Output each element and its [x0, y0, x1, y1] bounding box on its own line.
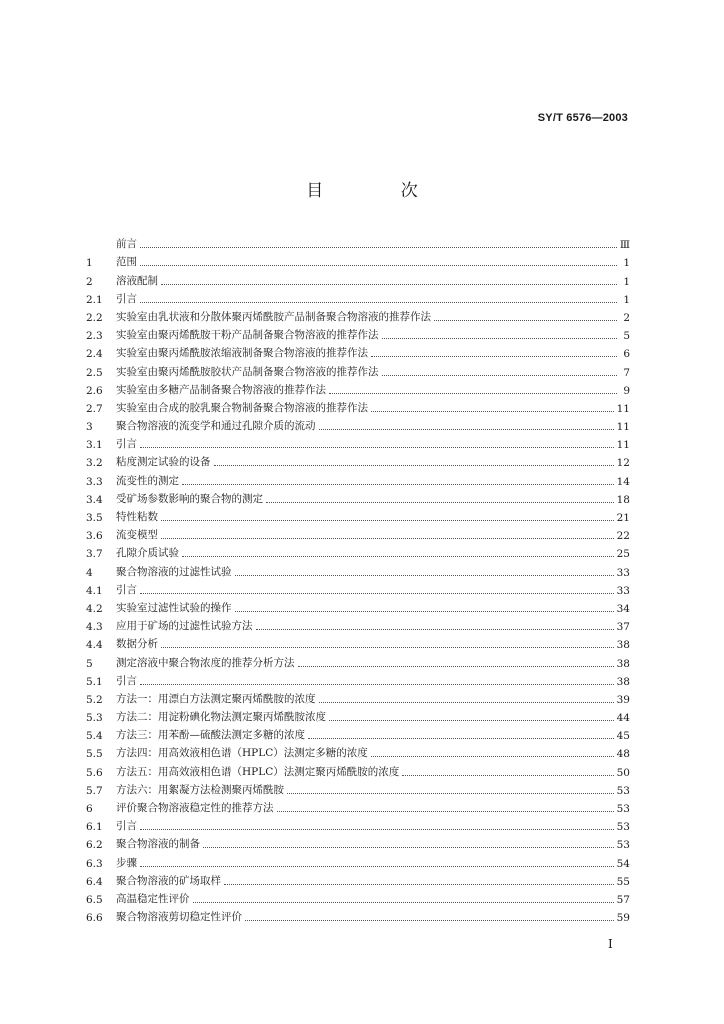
toc-entry-page: 11	[616, 421, 630, 434]
toc-entry-title: 实验室过滤性试验的操作	[116, 601, 232, 614]
toc-entry-page: 18	[616, 493, 630, 506]
toc-entry-number: 2.3	[86, 330, 103, 343]
toc-leader-dots	[308, 737, 614, 739]
toc-entry-title: 步骤	[116, 856, 137, 869]
toc-entry-page: 33	[616, 566, 630, 579]
toc-leader-dots	[256, 628, 614, 630]
toc-entry-page: 5	[623, 330, 630, 343]
toc-leader-dots	[161, 646, 614, 648]
toc-entry[interactable]	[86, 906, 630, 924]
toc-entry-title: 范围	[116, 256, 137, 269]
toc-entry-number: 2.4	[86, 348, 103, 361]
toc-entry-number: 4	[86, 566, 93, 579]
toc-entry-page: 12	[616, 457, 630, 470]
toc-entry-page: 6	[623, 348, 630, 361]
toc-entry[interactable]	[86, 779, 630, 797]
toc-entry-title: 特性粘数	[116, 511, 158, 523]
toc-leader-dots	[382, 337, 618, 339]
table-of-contents	[86, 233, 630, 924]
toc-leader-dots	[161, 283, 617, 285]
toc-entry-number: 2	[86, 275, 93, 288]
toc-entry-number: 2.2	[86, 311, 103, 324]
toc-entry-title: 评价聚合物溶液稳定性的推荐方法	[116, 802, 274, 814]
toc-entry-number: 2.1	[86, 293, 103, 306]
toc-entry-page: 53	[616, 839, 630, 852]
page-title: 目 次	[306, 181, 454, 201]
toc-entry-title: 数据分析	[116, 638, 158, 651]
toc-entry[interactable]	[86, 833, 630, 851]
toc-entry-number: 5.7	[86, 784, 103, 797]
toc-entry[interactable]	[86, 560, 630, 578]
toc-leader-dots	[277, 810, 614, 812]
toc-entry-number: 6	[86, 803, 93, 815]
toc-entry[interactable]	[86, 324, 630, 342]
toc-entry-number: 3.7	[86, 548, 103, 561]
toc-entry[interactable]	[86, 760, 630, 778]
toc-entry-title: 实验室由多糖产品制备聚合物溶液的推荐作法	[116, 383, 326, 396]
toc-entry-title: 实验室由聚丙烯酰胺干粉产品制备聚合物溶液的推荐作法	[116, 329, 379, 342]
toc-entry-title: 高温稳定性评价	[116, 892, 190, 905]
toc-entry-page: 25	[616, 548, 630, 561]
toc-entry-title: 实验室由聚丙烯酰胺胶状产品制备聚合物溶液的推荐作法	[116, 365, 379, 378]
toc-entry-number: 4.4	[86, 639, 103, 652]
toc-entry-page: 33	[616, 584, 630, 597]
toc-entry-title: 聚合物溶液剪切稳定性评价	[116, 911, 242, 924]
toc-entry-number: 5.6	[86, 766, 103, 779]
toc-entry-number: 6.1	[86, 821, 103, 834]
toc-entry[interactable]	[86, 288, 630, 306]
toc-entry[interactable]	[86, 579, 630, 597]
toc-entry-title: 实验室由合成的胶乳聚合物制备聚合物溶液的推荐作法	[116, 401, 368, 414]
toc-entry-title: 方法四：用高效液相色谱（HPLC）法测定多糖的浓度	[116, 747, 368, 760]
toc-entry-page: 59	[616, 912, 630, 925]
toc-entry-number: 6.4	[86, 875, 103, 888]
toc-entry-number: 4.1	[86, 584, 103, 597]
toc-leader-dots	[140, 683, 614, 685]
toc-entry-number: 6.5	[86, 893, 103, 906]
toc-leader-dots	[319, 428, 614, 430]
toc-entry-page: 39	[616, 693, 630, 706]
standard-code: SY/T 6576—2003	[537, 112, 628, 124]
toc-entry-title: 流变模型	[116, 529, 158, 542]
toc-entry-page: 57	[616, 893, 630, 906]
toc-entry-title: 引言	[116, 820, 137, 833]
toc-entry[interactable]	[86, 815, 630, 833]
toc-entry-page: 55	[616, 875, 630, 888]
toc-entry-title: 方法三：用苯酚—硫酸法测定多糖的浓度	[116, 729, 305, 742]
toc-entry-title: 聚合物溶液的制备	[116, 838, 200, 851]
toc-leader-dots	[402, 774, 613, 776]
toc-entry-number: 5.3	[86, 712, 103, 725]
toc-leader-dots	[182, 483, 614, 485]
toc-entry[interactable]	[86, 651, 630, 669]
toc-leader-dots	[140, 592, 614, 594]
toc-entry-title: 受矿场参数影响的聚合物的测定	[116, 492, 263, 505]
toc-entry-title: 孔隙介质试验	[116, 547, 179, 560]
toc-entry[interactable]	[86, 888, 630, 906]
toc-entry-page: 34	[616, 602, 630, 615]
toc-leader-dots	[266, 501, 614, 503]
toc-entry-number: 6.2	[86, 839, 103, 852]
toc-entry-page: 53	[616, 821, 630, 834]
toc-entry-page: 11	[616, 439, 630, 452]
toc-entry-title: 测定溶液中聚合物浓度的推荐分析方法	[116, 656, 295, 669]
toc-entry[interactable]	[86, 451, 630, 469]
toc-entry-number: 5	[86, 657, 93, 670]
toc-entry[interactable]	[86, 724, 630, 742]
toc-leader-dots	[329, 392, 617, 394]
toc-entry[interactable]	[86, 688, 630, 706]
toc-entry[interactable]	[86, 524, 630, 542]
toc-entry-number: 5.5	[86, 748, 103, 761]
toc-entry-page: 44	[616, 712, 630, 725]
toc-entry[interactable]	[86, 415, 630, 433]
toc-entry-number: 1	[86, 257, 93, 270]
toc-entry-page: 1	[623, 257, 630, 270]
toc-entry-number: 2.6	[86, 384, 103, 397]
toc-entry-title: 引言	[116, 674, 137, 687]
toc-entry[interactable]	[86, 670, 630, 688]
toc-entry[interactable]	[86, 360, 630, 378]
toc-entry-number: 3.5	[86, 512, 103, 524]
toc-leader-dots	[193, 901, 614, 903]
toc-entry-page: 37	[616, 621, 630, 634]
toc-entry-page: 38	[616, 639, 630, 652]
toc-entry-title: 实验室由乳状液和分散体聚丙烯酰胺产品制备聚合物溶液的推荐作法	[116, 310, 431, 323]
toc-entry-number: 3.3	[86, 475, 103, 488]
toc-entry-number: 3.4	[86, 493, 103, 506]
toc-entry-title: 引言	[116, 292, 137, 305]
toc-leader-dots	[371, 355, 617, 357]
toc-entry-page: 1	[623, 275, 630, 288]
toc-leader-dots	[214, 464, 614, 466]
toc-leader-dots	[140, 246, 617, 248]
toc-entry-number: 4.2	[86, 602, 103, 615]
toc-entry-title: 聚合物溶液的矿场取样	[116, 874, 221, 887]
toc-entry-page: 11	[616, 402, 630, 415]
toc-entry[interactable]	[86, 397, 630, 415]
toc-entry-title: 实验室由聚丙烯酰胺浓缩液制备聚合物溶液的推荐作法	[116, 347, 368, 360]
toc-entry-number: 4.3	[86, 621, 103, 634]
toc-entry[interactable]	[86, 342, 630, 360]
toc-leader-dots	[182, 555, 614, 557]
toc-entry-title: 引言	[116, 438, 137, 451]
toc-entry-page: 14	[616, 475, 630, 488]
toc-entry-page: 22	[616, 530, 630, 543]
toc-leader-dots	[161, 537, 614, 539]
toc-entry[interactable]	[86, 706, 630, 724]
toc-entry-page: 7	[623, 366, 630, 379]
toc-leader-dots	[140, 301, 617, 303]
toc-entry-page: 2	[623, 311, 630, 324]
toc-entry-page: 9	[623, 384, 630, 397]
toc-leader-dots	[140, 865, 614, 867]
toc-leader-dots	[382, 374, 618, 376]
toc-leader-dots	[298, 665, 614, 667]
toc-entry[interactable]	[86, 488, 630, 506]
toc-entry-number: 3.6	[86, 530, 103, 543]
toc-entry-page: 53	[616, 784, 630, 797]
toc-entry[interactable]	[86, 269, 630, 287]
toc-entry-page: 53	[616, 803, 630, 815]
toc-entry[interactable]	[86, 233, 630, 251]
toc-entry-title: 应用于矿场的过滤性试验方法	[116, 620, 253, 633]
toc-entry[interactable]	[86, 870, 630, 888]
toc-entry-title: 方法二：用淀粉碘化物法测定聚丙烯酰胺浓度	[116, 711, 326, 724]
toc-entry[interactable]	[86, 797, 630, 815]
toc-leader-dots	[319, 701, 614, 703]
toc-entry-title: 引言	[116, 583, 137, 596]
footer-page-number: Ⅰ	[608, 937, 613, 951]
toc-leader-dots	[371, 410, 614, 412]
toc-entry-page: 54	[616, 857, 630, 870]
toc-entry-number: 5.1	[86, 675, 103, 688]
toc-entry-page: 38	[616, 657, 630, 670]
toc-entry-title: 方法六：用絮凝方法检测聚丙烯酰胺	[116, 783, 284, 796]
toc-entry-number: 2.7	[86, 402, 103, 415]
toc-leader-dots	[161, 519, 614, 521]
toc-entry-number: 3.2	[86, 457, 103, 470]
toc-entry-title: 聚合物溶液的流变学和通过孔隙介质的流动	[116, 420, 316, 433]
toc-entry-title: 溶液配制	[116, 274, 158, 287]
toc-leader-dots	[329, 719, 614, 721]
toc-entry-title: 前言	[116, 238, 137, 251]
toc-leader-dots	[245, 919, 614, 921]
toc-entry-page: 45	[616, 730, 630, 743]
toc-leader-dots	[203, 846, 614, 848]
toc-entry[interactable]	[86, 633, 630, 651]
toc-entry-title: 流变性的测定	[116, 474, 179, 487]
toc-leader-dots	[235, 574, 614, 576]
toc-entry-page: 38	[616, 675, 630, 688]
toc-entry-page: 48	[616, 748, 630, 761]
toc-entry[interactable]	[86, 251, 630, 269]
toc-entry-page: 21	[616, 512, 630, 524]
toc-leader-dots	[224, 883, 614, 885]
toc-entry[interactable]	[86, 469, 630, 487]
toc-entry-number: 3	[86, 421, 93, 434]
toc-entry-title: 粘度测定试验的设备	[116, 456, 211, 469]
toc-entry[interactable]	[86, 433, 630, 451]
toc-entry-number: 6.3	[86, 857, 103, 870]
toc-entry-page: 50	[616, 766, 630, 779]
toc-entry-number: 6.6	[86, 912, 103, 925]
toc-leader-dots	[287, 792, 614, 794]
toc-entry[interactable]	[86, 379, 630, 397]
toc-entry[interactable]	[86, 306, 630, 324]
toc-entry[interactable]	[86, 615, 630, 633]
toc-leader-dots	[434, 319, 617, 321]
toc-leader-dots	[140, 446, 614, 448]
toc-entry-number: 2.5	[86, 366, 103, 379]
toc-entry[interactable]	[86, 742, 630, 760]
toc-entry[interactable]	[86, 542, 630, 560]
toc-entry-title: 聚合物溶液的过滤性试验	[116, 565, 232, 578]
toc-leader-dots	[140, 264, 617, 266]
toc-entry-page: 1	[623, 293, 630, 306]
toc-entry-title: 方法五：用高效液相色谱（HPLC）法测定聚丙烯酰胺的浓度	[116, 765, 400, 778]
toc-entry[interactable]	[86, 506, 630, 524]
toc-entry-number: 5.2	[86, 693, 103, 706]
toc-entry[interactable]	[86, 851, 630, 869]
toc-leader-dots	[140, 828, 614, 830]
toc-entry[interactable]	[86, 597, 630, 615]
toc-entry-title: 方法一：用漂白方法测定聚丙烯酰胺的浓度	[116, 692, 316, 705]
toc-entry-page: Ⅲ	[619, 239, 630, 252]
toc-entry-number: 5.4	[86, 730, 103, 743]
toc-entry-number: 3.1	[86, 439, 103, 452]
toc-leader-dots	[371, 755, 614, 757]
toc-leader-dots	[235, 610, 614, 612]
